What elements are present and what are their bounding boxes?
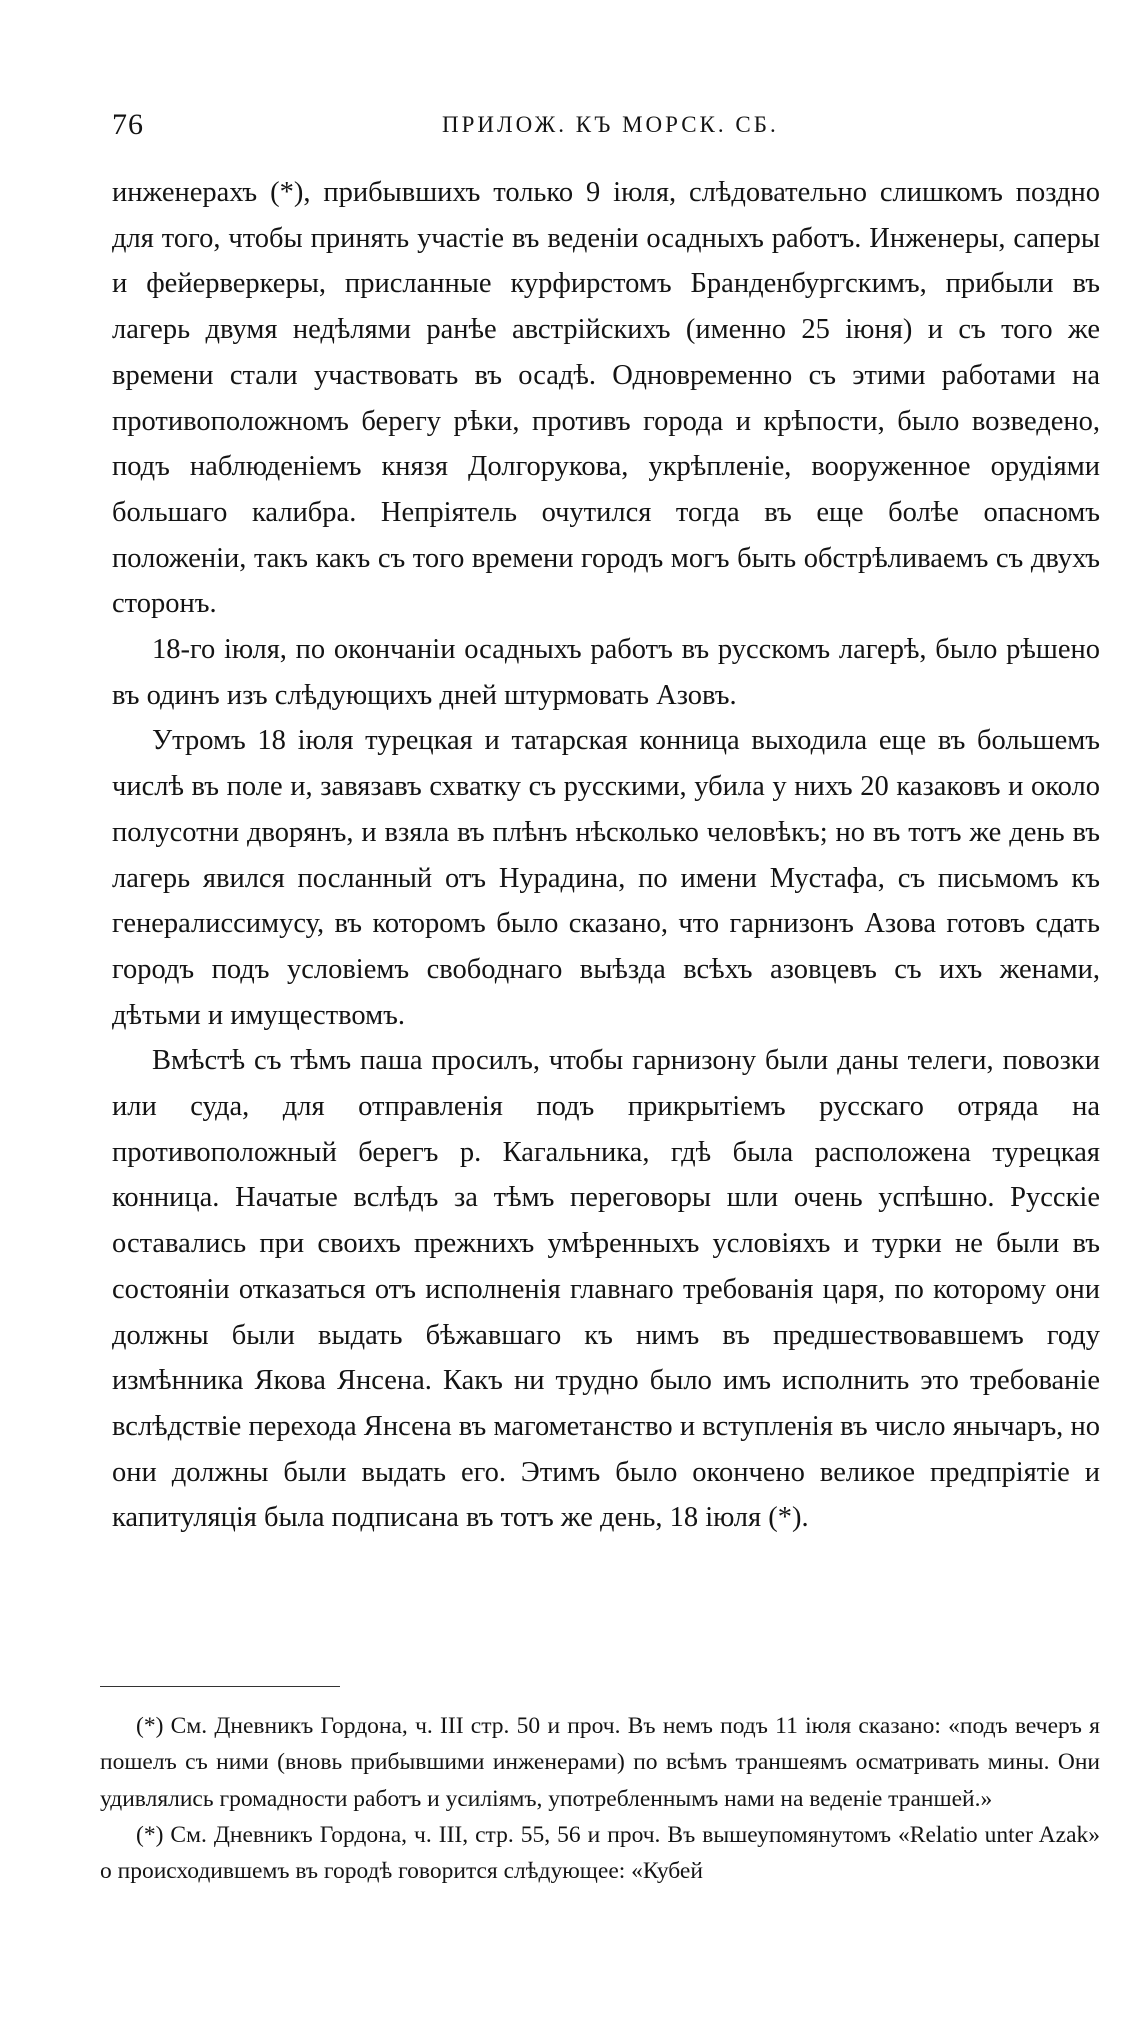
page-number: 76 [112, 108, 144, 141]
footnote-divider [100, 1686, 340, 1687]
footnote: (*) См. Дневникъ Гордона, ч. III, стр. 55, 56 и проч. Въ вышеупомянутомъ «Relatio unter Azak» о происходившемъ въ городѣ говорится слѣдующее: «Кубей [100, 1821, 1100, 1885]
paragraph: Вмѣстѣ съ тѣмъ паша просилъ, чтобы гарнизону были даны телеги, повозки или суда, для отправленія подъ прикрытіемъ русскаго отряда на противоположный берегъ р. Кагальника, гдѣ была расположена турецкая конница. Начатые вслѣдъ за тѣмъ переговоры шли очень успѣшно. Русскіе оставались при своихъ прежнихъ умѣренныхъ условіяхъ и турки не были въ состояніи отказаться отъ исполненія главнаго требованія царя, по которому они должны были выдать бѣжавшаго къ нимъ въ предшествовавшемъ году измѣнника Якова Янсена. Какъ ни трудно было имъ исполнить это требованіе вслѣдствіе перехода Янсена въ магометанство и вступленія въ число янычаръ, но они должны были выдать его. Этимъ было окончено великое предпріятіе и капитуляція была подписана въ тотъ же день, 18 іюля (*). [112, 1045, 1100, 1534]
page-header [112, 108, 1102, 148]
paragraph: Утромъ 18 іюля турецкая и татарская конница выходила еще въ большемъ числѣ въ поле и, завязавъ схватку съ русскими, убила у нихъ 20 казаковъ и около полусотни дворянъ, и взяла въ плѣнъ нѣсколько человѣкъ; но въ тотъ же день въ лагерь явился посланный отъ Нурадина, по имени Мустафа, съ письмомъ къ генералиссимусу, въ которомъ было сказано, что гарнизонъ Азова готовъ сдать городъ подъ условіемъ свободнаго выѣзда всѣхъ азовцевъ съ ихъ женами, дѣтьми и имуществомъ. [112, 725, 1100, 1031]
paragraph: 18-го іюля, по окончаніи осадныхъ работъ въ русскомъ лагерѣ, было рѣшено въ одинъ изъ слѣдующихъ дней штурмовать Азовъ. [112, 634, 1100, 711]
main-text [112, 170, 1100, 1541]
running-head: ПРИЛОЖ. КЪ МОРСК. СБ. [442, 112, 779, 137]
footnotes [100, 1708, 1100, 1889]
paragraph: инженерахъ (*), прибывшихъ только 9 іюля, слѣдовательно слишкомъ поздно для того, чтобы принять участіе въ веденіи осадныхъ работъ. Инженеры, саперы и фейерверкеры, присланные курфирстомъ Бранденбургскимъ, прибыли въ лагерь двумя недѣлями ранѣе австрійскихъ (именно 25 іюня) и съ того же времени стали участвовать въ осадѣ. Одновременно съ этими работами на противоположномъ берегу рѣки, противъ города и крѣпости, было возведено, подъ наблюденіемъ князя Долгорукова, укрѣпленіе, вооруженное орудіями большаго калибра. Непріятель очутился тогда въ еще болѣе опасномъ положеніи, такъ какъ съ того времени городъ могъ быть обстрѣливаемъ съ двухъ сторонъ. [112, 177, 1100, 620]
footnote: (*) См. Дневникъ Гордона, ч. III стр. 50 и проч. Въ немъ подъ 11 іюля сказано: «подъ вечеръ я пошелъ съ ними (вновь прибывшими инженерами) по всѣмъ траншеямъ осматривать мины. Они удивлялись громадности работъ и усиліямъ, употребленнымъ нами на веденіе траншей.» [100, 1713, 1100, 1812]
